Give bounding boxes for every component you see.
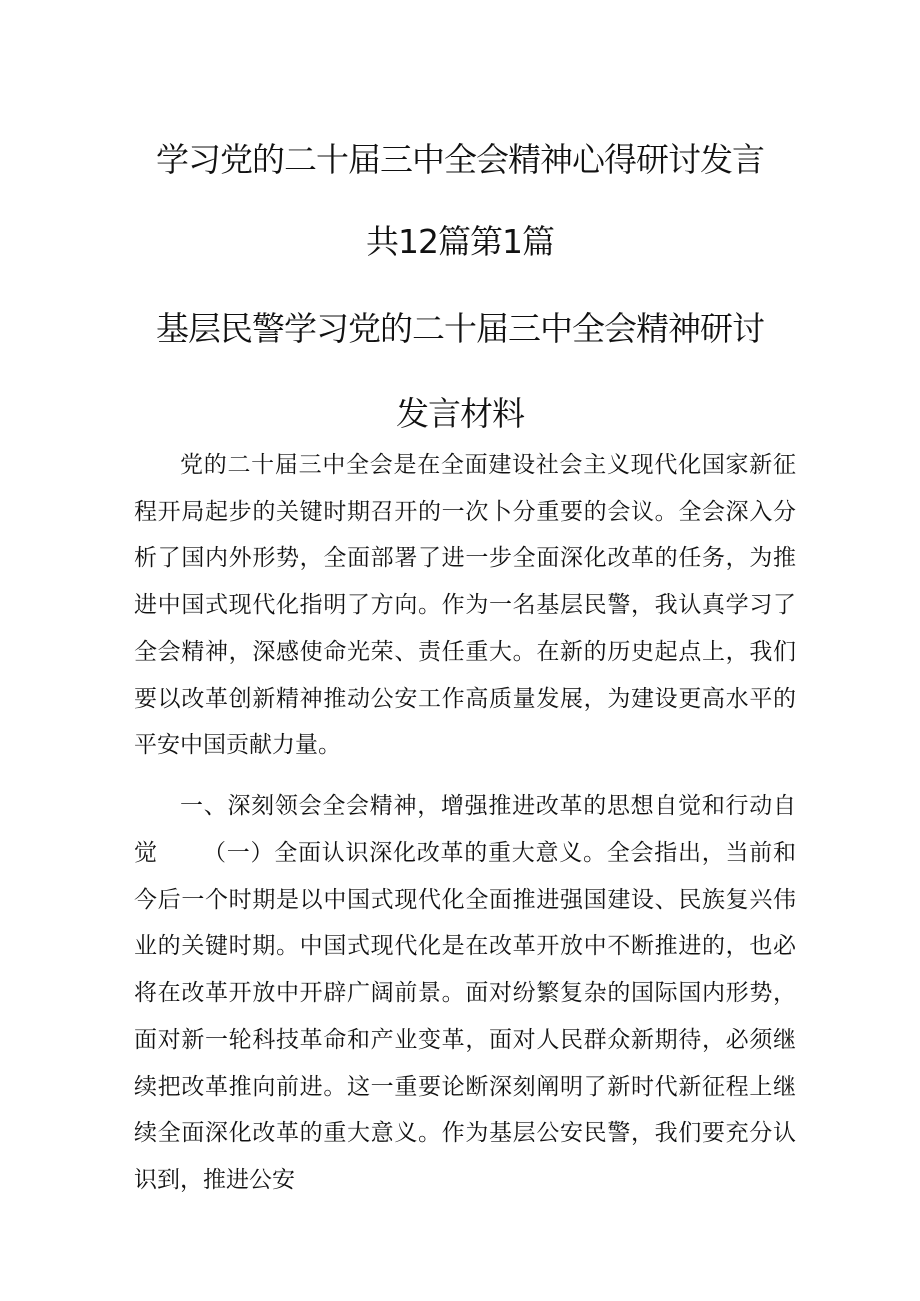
document-title-line-1: 学习党的二十届三中全会精神心得研讨发言 — [156, 140, 764, 179]
document-subtitle-line-2: 发言材料 — [396, 394, 524, 433]
paragraph-text: （一）全面认识深化改革的重大意义。全会指出，当前和今后一个时期是以中国式现代化全面推进强国建设、民族复兴伟业的关键时期。中国式现代化是在改革开放中不断推进的，也必将在改革开放中开辟广阔前景。面对纷繁复杂的国际国内形势，面对新一轮科技革命和产业变革，面对人民群众新期待，必须继续把改革推向前进。这一重要论断深刻阐明了新时代新征程上继续全面深化改革的重大意义。作为基层公安民警，我们要充分认识到，推进公安 — [134, 840, 796, 1193]
body-paragraph-intro — [134, 442, 796, 769]
body-paragraph-section-1-1 — [134, 830, 796, 1204]
document-title-line-2: 共12篇第1篇 — [366, 222, 554, 261]
section-heading-text: 一、深刻领会全会精神，增强推进改革的思想自觉和行动自觉 — [134, 793, 796, 866]
document-subtitle-line-1: 基层民警学习党的二十届三中全会精神研讨 — [156, 309, 764, 348]
paragraph-text: 党的二十届三中全会是在全面建设社会主义现代化国家新征程开局起步的关键时期召开的一次卜分重要的会议。全会深入分析了国内外形势，全面部署了进一步全面深化改革的任务，为推进中国式现代化指明了方向。作为一名基层民警，我认真学习了全会精神，深感使命光荣、责任重大。在新的历史起点上，我们要以改革创新精神推动公安工作高质量发展，为建设更高水平的平安中国贡献力量。 — [134, 452, 796, 759]
